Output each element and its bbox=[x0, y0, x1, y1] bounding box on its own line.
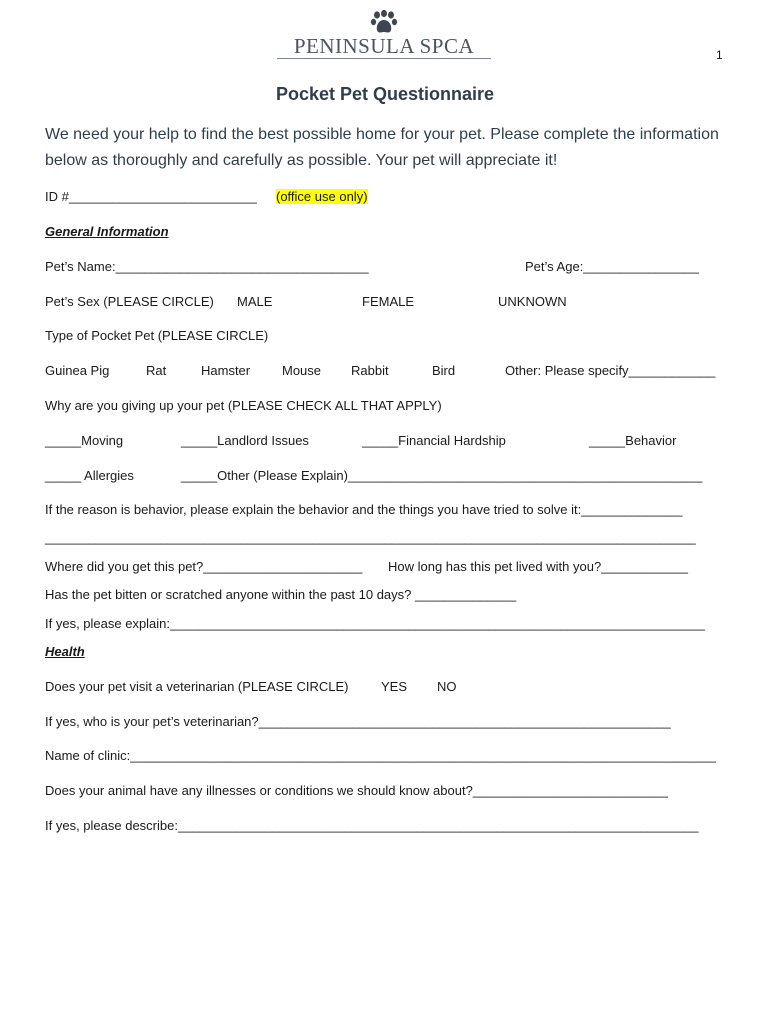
giving-up-label: Why are you giving up your pet (PLEASE CHECK ALL THAT APPLY) bbox=[45, 398, 442, 413]
paw-print-icon bbox=[369, 10, 399, 36]
pet-age-field[interactable]: Pet’s Age:________________ bbox=[525, 259, 699, 274]
pet-name-field[interactable]: Pet’s Name:___________________________________ bbox=[45, 259, 369, 274]
reason-other[interactable]: _____Other (Please Explain)_________________________________________________ bbox=[181, 468, 703, 483]
type-option-mouse[interactable]: Mouse bbox=[282, 363, 322, 378]
illness-describe-field[interactable]: If yes, please describe:________________________________________________________________________ bbox=[45, 818, 699, 833]
type-option-hamster[interactable]: Hamster bbox=[201, 363, 251, 378]
reason-landlord-issues[interactable]: _____Landlord Issues bbox=[181, 433, 309, 448]
reason-moving[interactable]: _____Moving bbox=[45, 433, 124, 448]
peninsula-spca-logo bbox=[277, 10, 491, 62]
sex-option-male[interactable]: MALE bbox=[237, 294, 273, 309]
intro-paragraph: We need your help to find the best possible home for your pet. Please complete the information below as thoroughly and carefully as possible. Your pet will appreciate it! bbox=[45, 126, 719, 169]
illness-question[interactable]: Does your animal have any illnesses or conditions we should know about?___________________________ bbox=[45, 783, 669, 798]
type-option-other[interactable]: Other: Please specify____________ bbox=[505, 363, 716, 378]
logo-text: PENINSULA SPCA bbox=[293, 34, 475, 58]
bitten-question[interactable]: Has the pet bitten or scratched anyone within the past 10 days? ______________ bbox=[45, 587, 517, 602]
logo-underline bbox=[277, 58, 491, 59]
vet-visit-yes[interactable]: YES bbox=[381, 679, 408, 694]
reason-behavior[interactable]: _____Behavior bbox=[589, 433, 677, 448]
vet-visit-no[interactable]: NO bbox=[437, 679, 457, 694]
type-option-rat[interactable]: Rat bbox=[146, 363, 167, 378]
page-number: 1 bbox=[716, 48, 723, 62]
reason-allergies[interactable]: _____ Allergies bbox=[45, 468, 134, 483]
general-information-heading: General Information bbox=[45, 224, 169, 239]
how-long-lived-field[interactable]: How long has this pet lived with you?____________ bbox=[388, 559, 688, 574]
type-option-rabbit[interactable]: Rabbit bbox=[351, 363, 389, 378]
where-get-pet-field[interactable]: Where did you get this pet?______________________ bbox=[45, 559, 363, 574]
sex-option-unknown[interactable]: UNKNOWN bbox=[498, 294, 567, 309]
id-label: ID #__________________________ bbox=[45, 189, 257, 204]
behavior-answer-line[interactable]: __________________________________________________________________________________________ bbox=[45, 530, 696, 545]
reason-financial-hardship[interactable]: _____Financial Hardship bbox=[362, 433, 506, 448]
clinic-name-field[interactable]: Name of clinic:_________________________________________________________________________________ bbox=[45, 748, 716, 763]
veterinarian-field[interactable]: If yes, who is your pet’s veterinarian?_________________________________________________________ bbox=[45, 714, 671, 729]
bitten-explain-field[interactable]: If yes, please explain:__________________________________________________________________________ bbox=[45, 616, 706, 631]
page-title: Pocket Pet Questionnaire bbox=[275, 84, 495, 104]
health-heading: Health bbox=[45, 644, 85, 659]
type-option-bird[interactable]: Bird bbox=[432, 363, 456, 378]
vet-visit-label: Does your pet visit a veterinarian (PLEASE CIRCLE) bbox=[45, 679, 349, 694]
office-use-note: (office use only) bbox=[276, 189, 368, 204]
behavior-question[interactable]: If the reason is behavior, please explain the behavior and the things you have tried to solve it:______________ bbox=[45, 502, 683, 517]
pet-type-label: Type of Pocket Pet (PLEASE CIRCLE) bbox=[45, 328, 269, 343]
sex-option-female[interactable]: FEMALE bbox=[362, 294, 415, 309]
pet-sex-label: Pet’s Sex (PLEASE CIRCLE) bbox=[45, 294, 214, 309]
type-option-guinea-pig[interactable]: Guinea Pig bbox=[45, 363, 110, 378]
